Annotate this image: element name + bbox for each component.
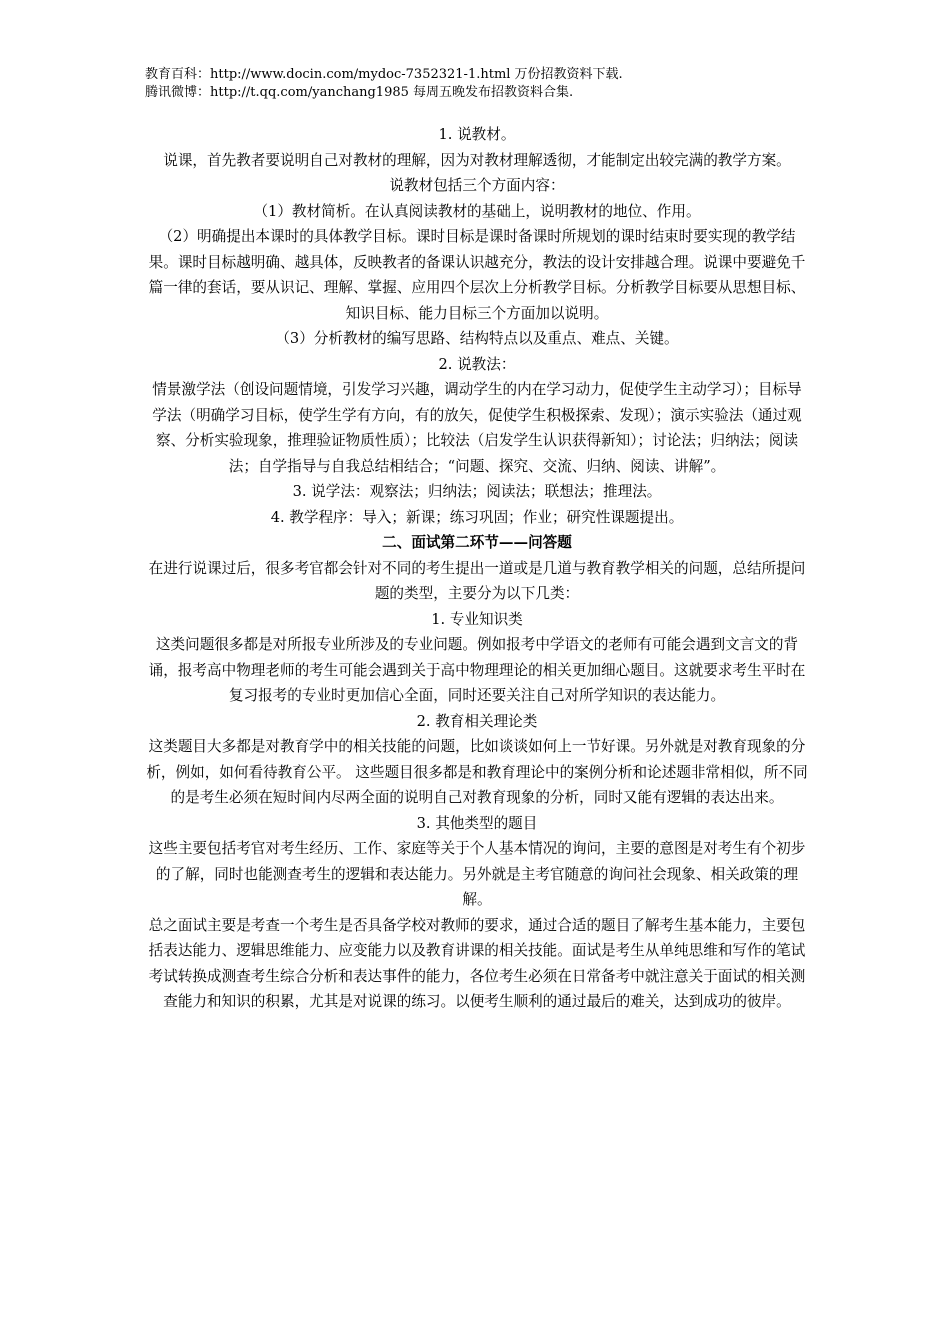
paragraph: 这些主要包括考官对考生经历、工作、家庭等关于个人基本情况的询问，主要的意图是对考生有个初步的了解，同时也能测查考生的逻辑和表达能力。另外就是主考官随意的询问社会现象、相关政策的理解。 xyxy=(148,840,806,908)
paragraph: 这类题目大多都是对教育学中的相关技能的问题，比如谈谈如何上一节好课。另外就是对教育现象的分析，例如，如何看待教育公平。 这些题目很多都是和教育理论中的案例分析和论述题非常相似，所不同的是考生必须在短时间内尽两全面的说明自己对教育现象的分析，同时又能有逻辑的表达出来。 xyxy=(146,738,808,806)
header-line-weibo: 腾讯微博：http://t.qq.com/yanchang1985 每周五晚发布招教资料合集. xyxy=(145,85,574,100)
paragraph: 总之面试主要是考查一个考生是否具备学校对教师的要求，通过合适的题目了解考生基本能力，主要包括表达能力、逻辑思维能力、应变能力以及教育讲课的相关技能。面试是考生从单纯思维和写作的笔试考试转换成测查考生综合分析和表达事件的能力，各位考生必须在日常备考中就注意关于面试的相关测查能力和知识的积累，尤其是对说课的练习。以便考生顺利的通过最后的难关，达到成功的彼岸。 xyxy=(148,916,806,1010)
paragraph: （1）教材简析。在认真阅读教材的基础上，说明教材的地位、作用。 xyxy=(253,202,701,220)
heading-shuo-jiaofa: 2. 说教法： xyxy=(438,355,516,373)
subheading: 1. 专业知识类 xyxy=(431,610,523,628)
page-header xyxy=(145,66,623,102)
paragraph: 在进行说课过后，很多考官都会针对不同的考生提出一道或是几道与教育教学相关的问题，总结所提问题的类型，主要分为以下几类： xyxy=(148,559,806,602)
paragraph: 情景激学法（创设问题情境，引发学习兴趣，调动学生的内在学习动力，促使学生主动学习）；目标导学法（明确学习目标，使学生学有方向，有的放矢，促使学生积极探索、发现）；演示实验法（通过观察、分析实验现象，推理验证物质性质）；比较法（启发学生认识获得新知）；讨论法；归纳法；阅读法；自学指导与自我总结相结合；“问题、探究、交流、归纳、阅读、讲解”。 xyxy=(152,381,802,475)
paragraph: 3. 说学法：观察法；归纳法；阅读法；联想法；推理法。 xyxy=(292,483,662,500)
subheading: 2. 教育相关理论类 xyxy=(416,712,538,730)
paragraph: （2）明确提出本课时的具体教学目标。课时目标是课时备课时所规划的课时结束时要实现的教学结果。课时目标越明确、越具体，反映教者的备课认识越充分，教法的设计安排越合理。说课中要避免千篇一律的套话，要从识记、理解、掌握、应用四个层次上分析教学目标。分析教学目标要从思想目标、知识目标、能力目标三个方面加以说明。 xyxy=(148,228,806,322)
header-line-docin: 教育百科：http://www.docin.com/mydoc-7352321-1.html 万份招教资料下载. xyxy=(145,67,623,82)
section-heading: 二、面试第二环节——问答题 xyxy=(382,534,572,551)
paragraph: （3）分析教材的编写思路、结构特点以及重点、难点、关键。 xyxy=(275,330,679,347)
paragraph: 这类问题很多都是对所报专业所涉及的专业问题。例如报考中学语文的老师有可能会遇到文言文的背诵，报考高中物理老师的考生可能会遇到关于高中物理理论的相关更加细心题目。这就要求考生平时在复习报考的专业时更加信心全面，同时还要关注自己对所学知识的表达能力。 xyxy=(148,636,806,704)
subheading: 3. 其他类型的题目 xyxy=(416,814,538,832)
document-body xyxy=(145,122,809,1015)
paragraph: 说课，首先教者要说明自己对教材的理解，因为对教材理解透彻，才能制定出较完满的教学方案。 xyxy=(163,151,791,169)
heading-shuo-jiaocai: 1. 说教材。 xyxy=(438,126,516,143)
paragraph: 说教材包括三个方面内容： xyxy=(389,177,565,194)
paragraph: 4. 教学程序：导入；新课；练习巩固；作业；研究性课题提出。 xyxy=(270,508,684,526)
